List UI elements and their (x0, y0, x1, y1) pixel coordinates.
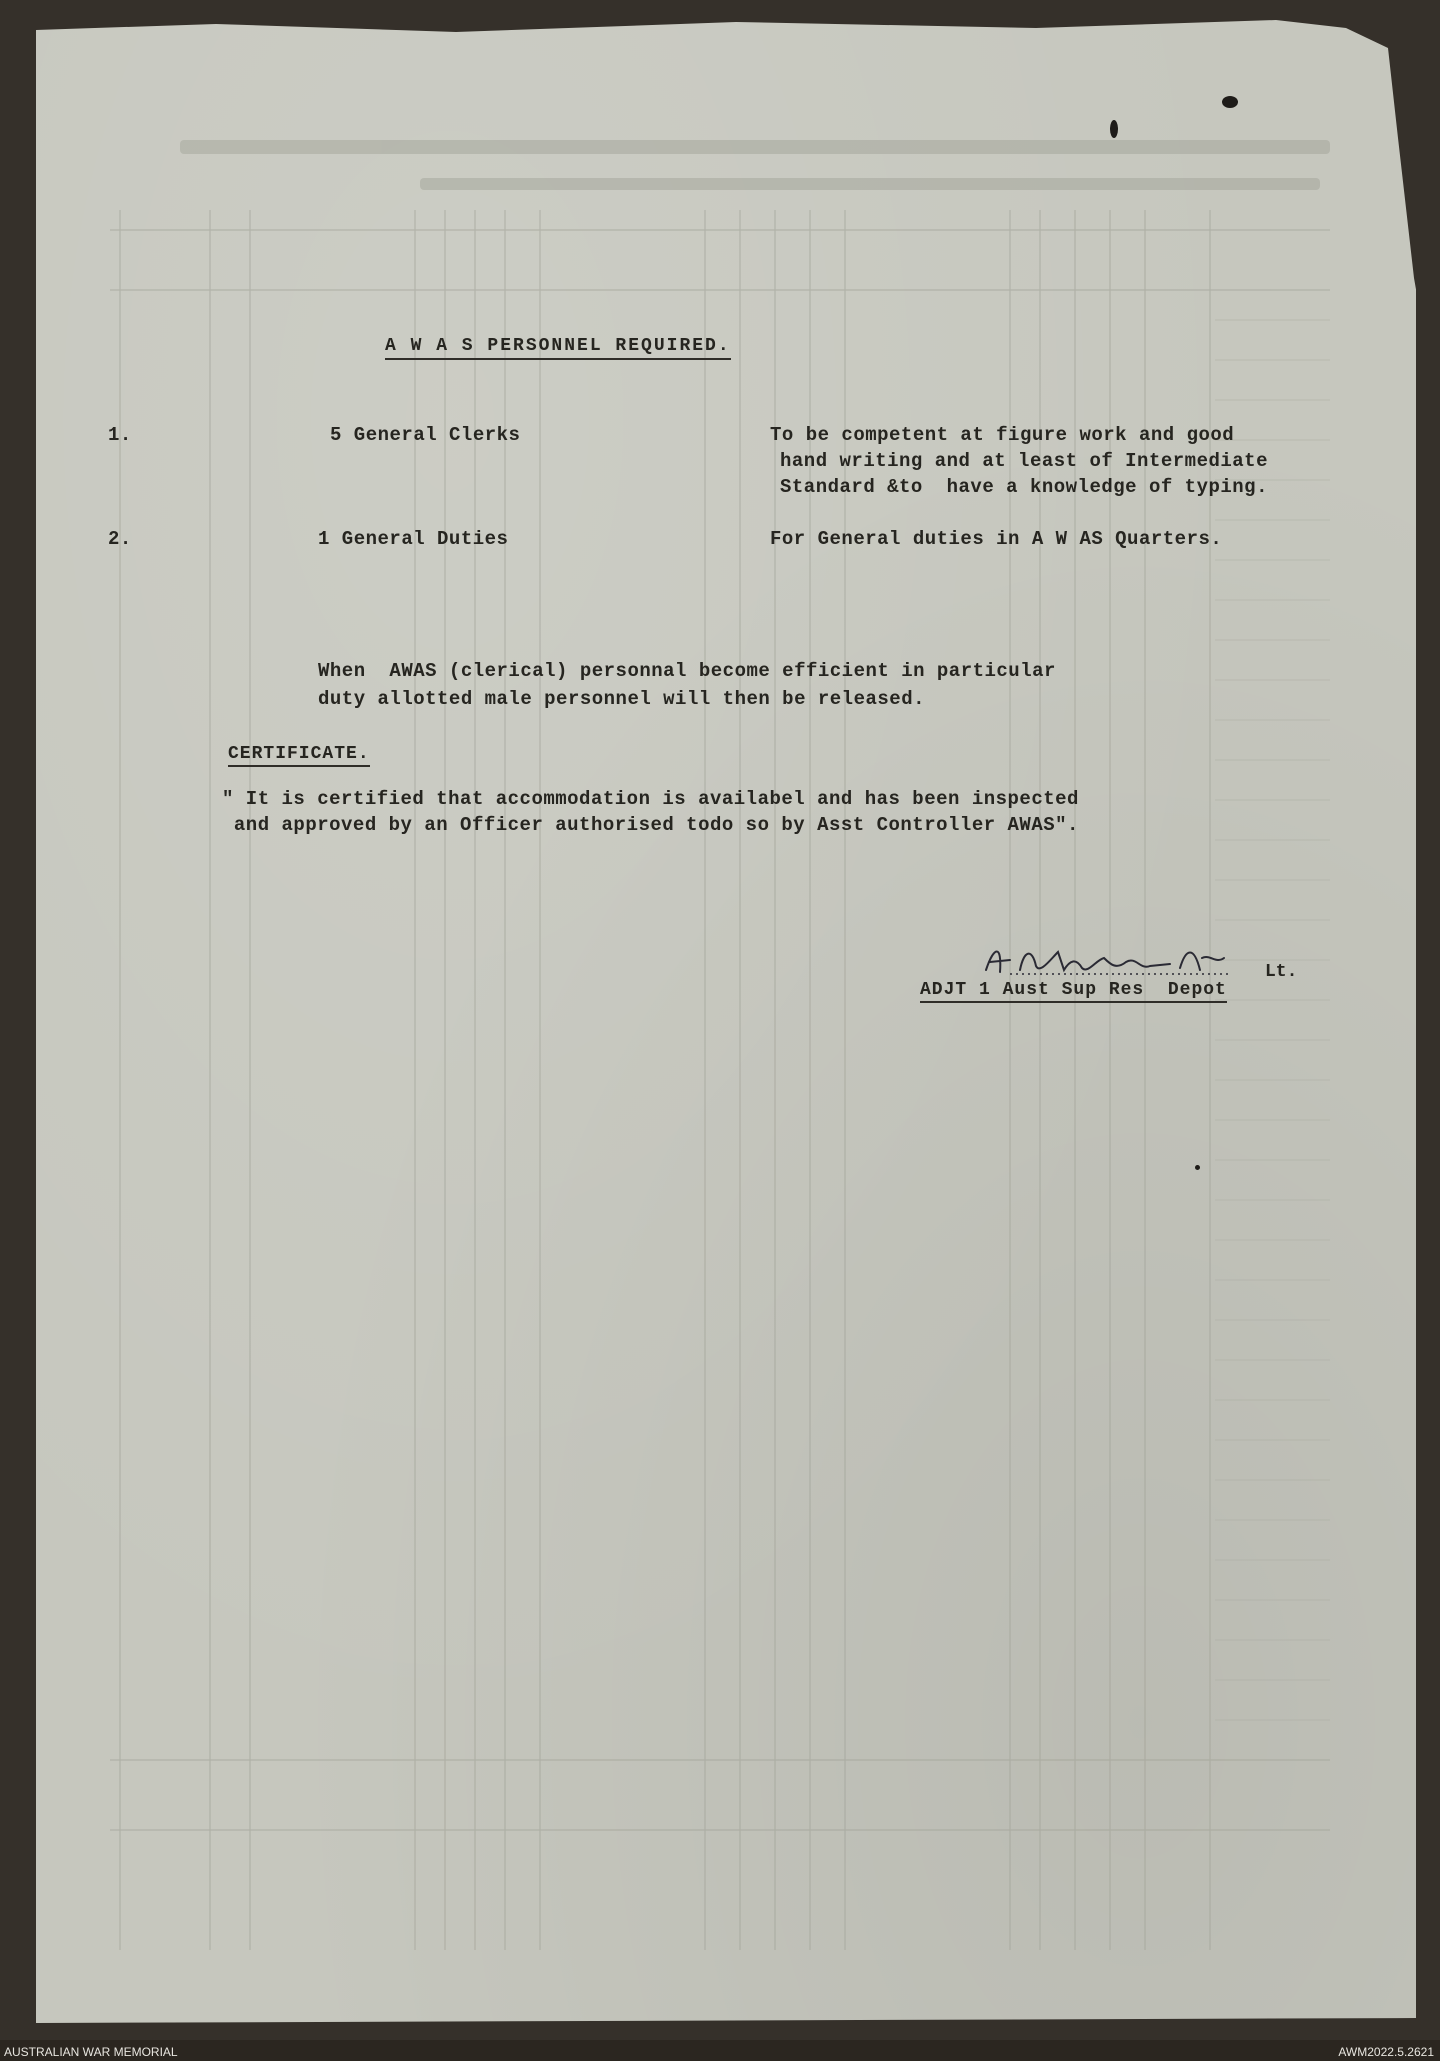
footer-right: AWM2022.5.2621 (1338, 2045, 1434, 2059)
ink-stain (1222, 96, 1238, 108)
item-requirement-line: hand writing and at least of Intermediate (780, 450, 1268, 472)
ink-stain (1195, 1165, 1200, 1170)
item-requirement-line: To be competent at figure work and good (770, 424, 1235, 446)
ink-stain (1110, 120, 1118, 138)
item-role: 5 General Clerks (330, 424, 521, 446)
item-number: 1. (108, 424, 132, 446)
signature-block (920, 940, 1300, 1010)
note-line: duty allotted male personnel will then be released. (318, 688, 925, 710)
certificate-heading: CERTIFICATE. (228, 744, 370, 767)
item-number: 2. (108, 528, 132, 550)
item-requirement-line: For General duties in A W AS Quarters. (770, 528, 1223, 550)
paper-sheet (36, 18, 1416, 2023)
certificate-line: and approved by an Officer authorised todo so by Asst Controller AWAS". (222, 814, 1079, 836)
signature-title: ADJT 1 Aust Sup Res Depot (920, 980, 1227, 1003)
page-heading: A W A S PERSONNEL REQUIRED. (385, 336, 731, 360)
item-requirement-line: Standard &to have a knowledge of typing. (780, 476, 1268, 498)
note-line: When AWAS (clerical) personnal become efficient in particular (318, 660, 1056, 682)
footer-left: AUSTRALIAN WAR MEMORIAL (4, 2045, 178, 2059)
handwritten-signature (980, 940, 1270, 980)
certificate-line: " It is certified that accommodation is availabel and has been inspected (222, 788, 1079, 810)
item-role: 1 General Duties (318, 528, 509, 550)
signature-rank: Lt. (1265, 962, 1298, 982)
